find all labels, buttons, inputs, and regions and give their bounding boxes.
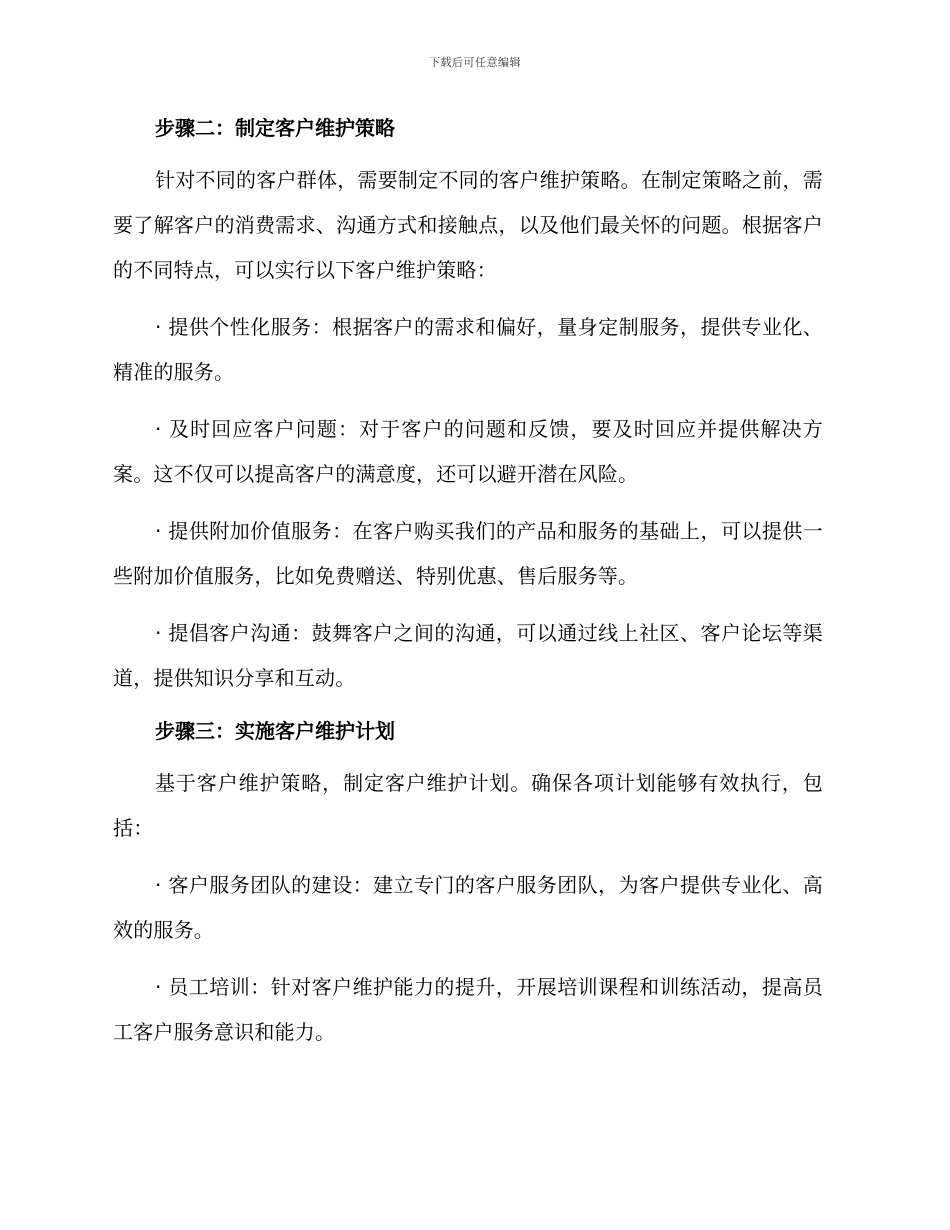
- step3-intro-paragraph: 基于客户维护策略，制定客户维护计划。确保各项计划能够有效执行，包括：: [113, 771, 823, 840]
- step3-item-service-team: · 客户服务团队的建设：建立专门的客户服务团队，为客户提供专业化、高效的服务。: [113, 873, 823, 942]
- step2-heading: 步骤二：制定客户维护策略: [155, 116, 395, 140]
- step3-heading: 步骤三：实施客户维护计划: [155, 719, 395, 743]
- step2-item-customer-communication: · 提倡客户沟通：鼓舞客户之间的沟通，可以通过线上社区、客户论坛等渠道，提供知识分享和互动。: [113, 621, 823, 690]
- step2-item-timely-response: · 及时回应客户问题：对于客户的问题和反馈，要及时回应并提供解决方案。这不仅可以提高客户的满意度，还可以避开潜在风险。: [113, 417, 823, 486]
- step2-item-value-added-service: · 提供附加价值服务：在客户购买我们的产品和服务的基础上，可以提供一些附加价值服务，比如免费赠送、特别优惠、售后服务等。: [113, 519, 823, 588]
- step2-intro-paragraph: 针对不同的客户群体，需要制定不同的客户维护策略。在制定策略之前，需要了解客户的消费需求、沟通方式和接触点，以及他们最关怀的问题。根据客户的不同特点，可以实行以下客户维护策略：: [113, 168, 823, 282]
- header-note: 下载后可任意编辑: [429, 56, 521, 69]
- step3-item-staff-training: · 员工培训：针对客户维护能力的提升，开展培训课程和训练活动，提高员工客户服务意识和能力。: [113, 975, 823, 1044]
- document-body: [113, 110, 823, 1067]
- step2-item-personalized-service: · 提供个性化服务：根据客户的需求和偏好，量身定制服务，提供专业化、精准的服务。: [113, 315, 823, 384]
